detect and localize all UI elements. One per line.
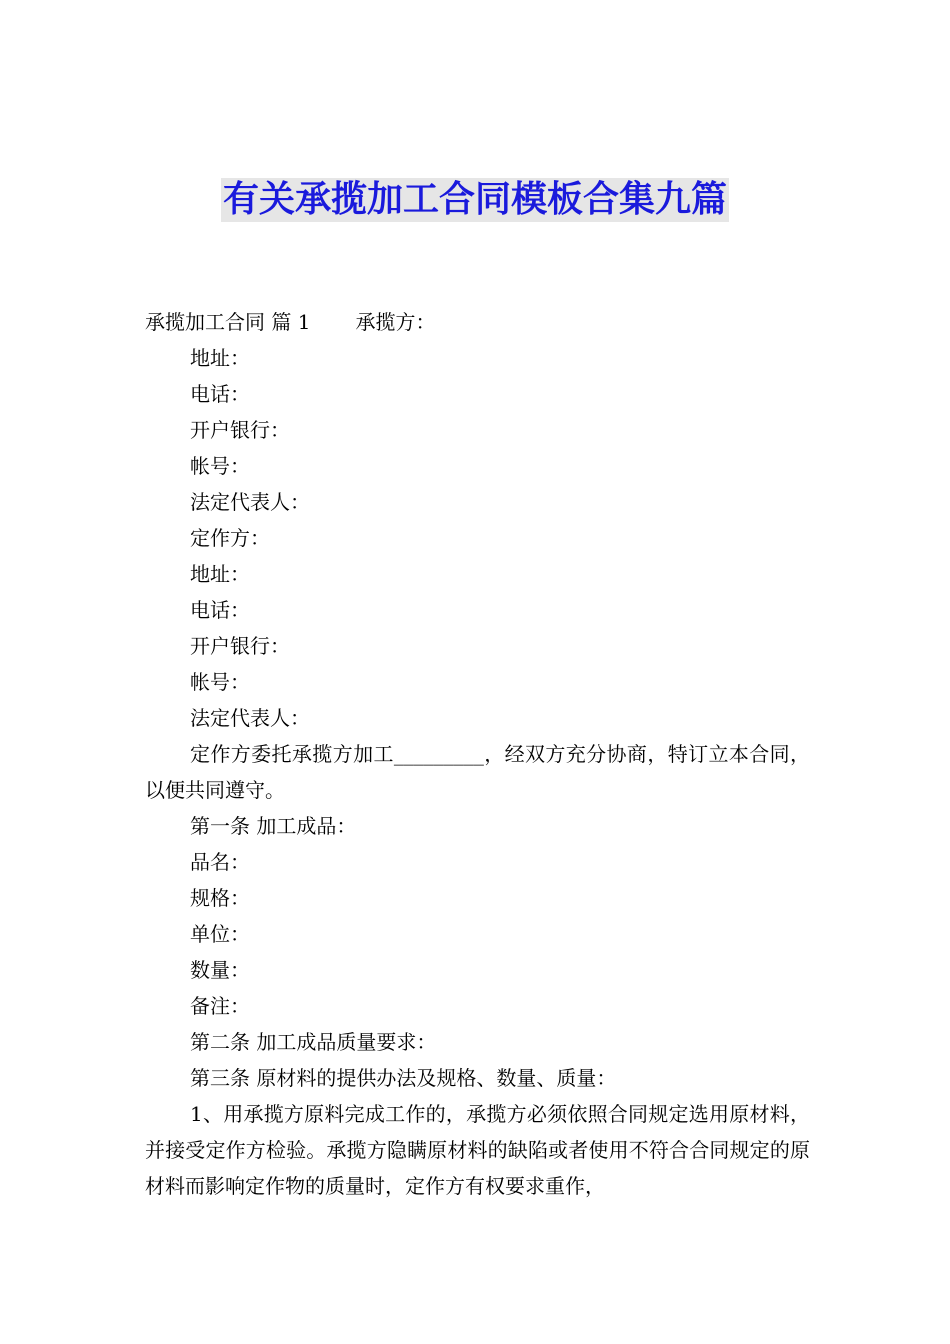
contractor-account: 帐号： <box>190 454 250 478</box>
document-body <box>145 304 810 1204</box>
article1-remarks: 备注： <box>190 994 250 1018</box>
article2-heading: 第二条 加工成品质量要求： <box>190 1030 437 1054</box>
article1-quantity: 数量： <box>190 958 250 982</box>
article1-unit: 单位： <box>190 922 250 946</box>
title-container <box>0 178 950 222</box>
client-address: 地址： <box>190 562 250 586</box>
contractor-label: 承揽方： <box>355 310 436 334</box>
client-legal-rep: 法定代表人： <box>190 706 310 730</box>
client-label: 定作方： <box>190 526 270 550</box>
intro-text-end: ，经双方充分协商，特订立本合同，以便共同遵守。 <box>145 742 811 802</box>
contractor-phone: 电话： <box>190 382 250 406</box>
contractor-bank: 开户银行： <box>190 418 290 442</box>
client-phone: 电话： <box>190 598 250 622</box>
contractor-address: 地址： <box>190 346 250 370</box>
article1-spec: 规格： <box>190 886 250 910</box>
client-account: 帐号： <box>190 670 250 694</box>
article1-heading: 第一条 加工成品： <box>190 814 357 838</box>
article1-product-name: 品名： <box>190 850 250 874</box>
intro-paragraph <box>145 736 810 808</box>
intro-text-start: 定作方委托承揽方加工 <box>190 742 394 766</box>
intro-blank: _________ <box>393 742 484 766</box>
contractor-legal-rep: 法定代表人： <box>190 490 310 514</box>
document-title: 有关承揽加工合同模板合集九篇 <box>222 179 727 220</box>
first-line <box>145 304 810 340</box>
contract-heading: 承揽加工合同 篇 1 <box>145 310 311 334</box>
article3-heading: 第三条 原材料的提供办法及规格、数量、质量： <box>190 1066 617 1090</box>
client-bank: 开户银行： <box>190 634 290 658</box>
clause1-paragraph: 1、用承揽方原料完成工作的，承揽方必须依照合同规定选用原材料，并接受定作方检验。承揽方隐瞒原材料的缺陷或者使用不符合合同规定的原材料而影响定作物的质量时，定作方有权要求重作， <box>145 1102 810 1198</box>
